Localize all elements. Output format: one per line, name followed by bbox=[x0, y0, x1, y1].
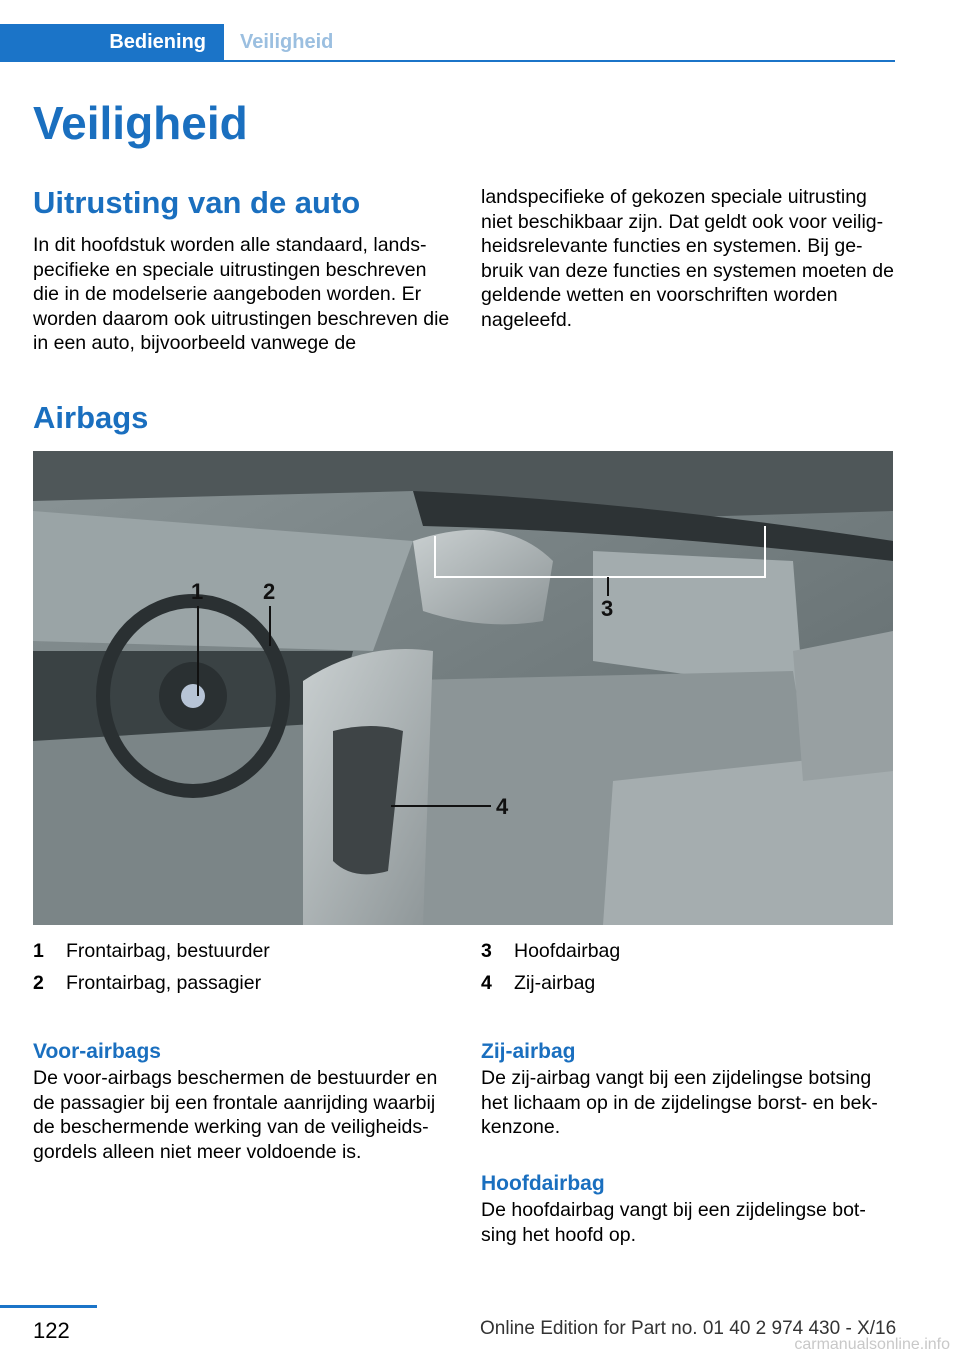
legend-item bbox=[481, 967, 620, 999]
section-heading-uitrusting: Uitrusting van de auto bbox=[33, 185, 361, 220]
callout-2: 2 bbox=[263, 579, 276, 604]
voor-airbags-section bbox=[33, 1040, 453, 1164]
section-heading-airbags: Airbags bbox=[33, 400, 149, 435]
hoofdairbag-text: De hoofdairbag vangt bij een zijdelingse bot-sing het hoofd op. bbox=[481, 1199, 866, 1246]
footer-rule bbox=[0, 1305, 97, 1308]
zij-airbag-heading: Zij-airbag bbox=[481, 1040, 576, 1063]
zij-airbag-section bbox=[481, 1040, 901, 1140]
legend-number: 1 bbox=[33, 939, 44, 962]
tab-bediening[interactable]: Bediening bbox=[0, 24, 224, 60]
header-rule bbox=[0, 60, 895, 62]
legend-number: 4 bbox=[481, 971, 492, 994]
tab-veiligheid[interactable]: Veiligheid bbox=[240, 31, 334, 53]
hoofdairbag-section bbox=[481, 1172, 901, 1247]
edition-text: Online Edition for Part no. 01 40 2 974 430 - X/16 bbox=[480, 1318, 897, 1339]
watermark: carmanualsonline.info bbox=[794, 1336, 950, 1353]
voor-airbags-text: De voor-airbags beschermen de bestuurder en de passagier bij een frontale aanrijding waarbij de beschermende werking van de veiligheids-gordels alleen niet meer voldoende is. bbox=[33, 1067, 438, 1163]
legend-number: 3 bbox=[481, 939, 492, 962]
zij-airbag-text: De zij-airbag vangt bij een zijdelingse botsing het lichaam op in de zijdelingse borst- en bek-kenzone. bbox=[481, 1067, 878, 1139]
legend-item bbox=[33, 935, 270, 967]
legend-item bbox=[33, 967, 270, 999]
uitrusting-text-left: In dit hoofdstuk worden alle standaard, lands-pecifieke en speciale uitrustingen beschreven die in de modelserie aangeboden worden. Er worden daarom ook uitrustingen beschreven die in een auto, bijvoorbeeld vanwege de bbox=[33, 234, 450, 355]
legend-item bbox=[481, 935, 620, 967]
legend-label: Frontairbag, passagier bbox=[66, 971, 262, 994]
callout-1: 1 bbox=[191, 579, 204, 604]
airbag-illustration bbox=[33, 451, 893, 925]
legend-label: Frontairbag, bestuurder bbox=[66, 939, 270, 962]
legend-number: 2 bbox=[33, 971, 44, 994]
legend-label: Zij-airbag bbox=[514, 971, 596, 994]
voor-airbags-heading: Voor-airbags bbox=[33, 1040, 161, 1063]
page-number: 122 bbox=[33, 1318, 70, 1343]
page-title: Veiligheid bbox=[33, 97, 248, 149]
hoofdairbag-heading: Hoofdairbag bbox=[481, 1172, 605, 1195]
legend-label: Hoofdairbag bbox=[514, 939, 621, 962]
legend-right bbox=[481, 935, 620, 999]
legend-left bbox=[33, 935, 270, 999]
callout-4: 4 bbox=[496, 794, 509, 819]
uitrusting-text-right: landspecifieke of gekozen speciale uitrusting niet beschikbaar zijn. Dat geldt ook voor veilig-heidsrelevante functies en systemen. Bij ge-bruik van deze functies en systemen moeten de geldende wetten en voorschriften worden nageleefd. bbox=[481, 186, 894, 331]
callout-3: 3 bbox=[601, 596, 614, 621]
chapter-tabs bbox=[0, 24, 895, 62]
car-interior-drawing bbox=[33, 451, 893, 925]
